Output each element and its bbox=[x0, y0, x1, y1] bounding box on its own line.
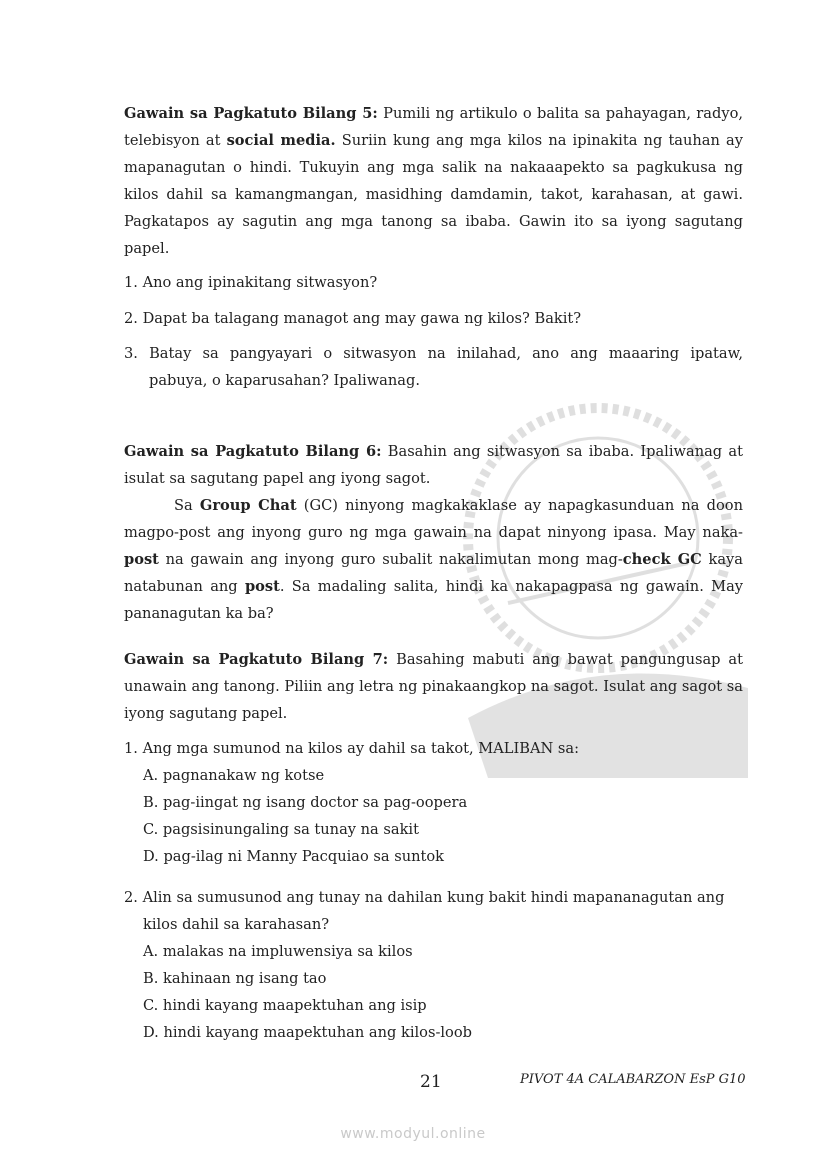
site-watermark: www.modyul.online bbox=[340, 1126, 486, 1142]
q1-option-c: C. pagsisinungaling sa tunay na sakit bbox=[143, 821, 419, 838]
gawain-5-question-1: 1. Ano ang ipinakitang sitwasyon? bbox=[124, 274, 378, 291]
q1-option-b: B. pag-iingat ng isang doctor sa pag-oopera bbox=[143, 794, 468, 811]
q2-option-c: C. hindi kayang maapektuhan ang isip bbox=[143, 997, 427, 1014]
gawain-6-paragraph: Gawain sa Pagkatuto Bilang 6: Basahin ang sitwasyon sa ibaba. Ipaliwanag at isulat sa sagutang papel ang iyong sagot. bbox=[124, 443, 743, 487]
gawain-5-paragraph: Gawain sa Pagkatuto Bilang 5: Pumili ng artikulo o balita sa pahayagan, radyo, telebisyon at social media. Suriin kung ang mga kilos na ipinakita ng tauhan ay mapanagutan o hindi. Tukuyin ang mga salik na nakaaapekto sa pagkukusa ng kilos dahil sa kamangmangan, masidhing damdamin, takot, karahasan, at gawi. Pagkatapos ay sagutin ang mga tanong sa ibaba. Gawin ito sa iyong sagutang papel. bbox=[124, 105, 743, 257]
q2-stem-line-2: kilos dahil sa karahasan? bbox=[143, 916, 330, 933]
page-number: 21 bbox=[420, 1072, 442, 1092]
gawain-7-paragraph: Gawain sa Pagkatuto Bilang 7: Basahing mabuti ang bawat pangungusap at unawain ang tanong. Piliin ang letra ng pinakaangkop na sagot. Isulat ang sagot sa iyong sagutang papel. bbox=[124, 651, 744, 722]
q2-option-a: A. malakas na impluwensiya sa kilos bbox=[143, 943, 413, 960]
q2-option-b: B. kahinaan ng isang tao bbox=[143, 970, 327, 987]
q1-option-a: A. pagnanakaw ng kotse bbox=[143, 767, 325, 784]
gawain-5-heading: Gawain sa Pagkatuto Bilang 5: bbox=[124, 105, 378, 122]
gawain-5-question-3: 3. Batay sa pangyayari o sitwasyon na inilahad, ano ang maaaring ipataw, bbox=[124, 345, 743, 362]
gawain-6-situation: Sa Group Chat (GC) ninyong magkakaklase ay napagkasunduan na doon magpo-post ang inyong guro ng mga gawain na dapat ninyong ipasa. May naka-post na gawain ang inyong guro subalit nakalimutan mong mag-check GC kaya natabunan ang post. Sa madaling salita, hindi ka nakapagpasa ng gawain. May pananagutan ka ba? bbox=[124, 497, 744, 622]
gawain-7-heading: Gawain sa Pagkatuto Bilang 7: bbox=[124, 651, 389, 668]
q2-option-d: D. hindi kayang maapektuhan ang kilos-loob bbox=[143, 1024, 472, 1041]
footer-series: PIVOT 4A CALABARZON EsP G10 bbox=[520, 1072, 746, 1087]
q1-stem: 1. Ang mga sumunod na kilos ay dahil sa takot, MALIBAN sa: bbox=[124, 740, 580, 757]
gawain-5-question-3-cont: pabuya, o kaparusahan? Ipaliwanag. bbox=[149, 372, 420, 389]
q2-stem-line-1: 2. Alin sa sumusunod ang tunay na dahilan kung bakit hindi mapananagutan ang bbox=[124, 889, 725, 906]
gawain-6-heading: Gawain sa Pagkatuto Bilang 6: bbox=[124, 443, 382, 460]
q1-option-d: D. pag-ilag ni Manny Pacquiao sa suntok bbox=[143, 848, 445, 865]
gawain-5-question-2: 2. Dapat ba talagang managot ang may gawa ng kilos? Bakit? bbox=[124, 310, 582, 327]
